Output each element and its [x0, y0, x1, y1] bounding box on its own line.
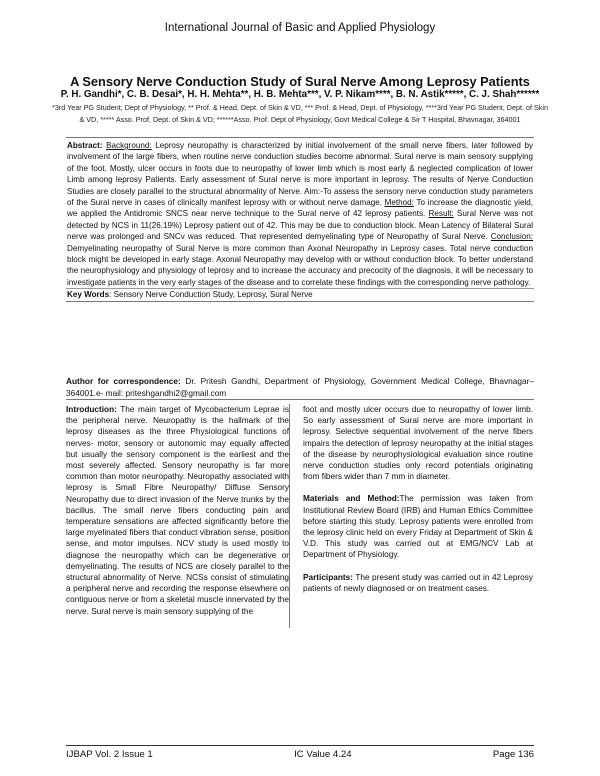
participants-paragraph: [303, 572, 533, 594]
footer-journal: IJBAP Vol. 2 Issue 1: [66, 749, 153, 760]
methods-label: Materials and Method:: [303, 494, 400, 504]
footer-ic-value: IC Value 4.24: [294, 749, 352, 760]
affiliations: *3rd Year PG Student; Dept of Physiology, ** Prof. & Head, Dept. of Skin & VD, *** Prof. & Head, Dept. of Physiology, ****3rd Year PG Student, Dept. of Skin & VD, ***** Asso. Prof, Dept. of Skin & VD; ******Asso. Prof. Dept of Physiology, Govt Medical College & Sir T Hospital, Bhavnagar, 364001: [52, 103, 548, 124]
background-text: Leprosy neuropathy is characterized by initial involvement of the small nerve fibers, later followed by involvement of the large fibers, when routine nerve conduction studies become abnormal. Sural nerve is main sensory supplying of the foot. Mostly, ulcer occurs in foots due to neuropathy of lower limb which is most early & neglected complication of lower Limb among leprosy Patients. Early assessment of Sural nerve is more important in leprosy. The results of Nerve Conduction Studies are closely parallel to the structural abnormality of Nerve. Aim:-To assess the sensory nerve conduction study parameters of the Sural nerve in cases of clinically manifest leprosy with or without nerve damage.: [67, 141, 533, 208]
abstract: [66, 138, 534, 288]
correspondence-text: Dr. Pritesh Gandhi, Department of Physiology, Government Medical College, Bhavnagar–364001.e- mail: priteshgandhi2@gmail.com: [66, 376, 534, 398]
author-list: P. H. Gandhi*, C. B. Desai*, H. H. Mehta**, H. B. Mehta***, V. P. Nikam****, B. N. Astik*****, C. J. Shah******: [60, 89, 540, 100]
correspondence: [66, 376, 534, 400]
footer-page-number: Page 136: [492, 749, 534, 760]
intro-label: Introduction:: [66, 405, 117, 414]
participants-text: The present study was carried out in 42 Leprosy patients of newly diagnosed or on treatment cases.: [303, 572, 533, 593]
keywords-label: Key Words: [67, 290, 110, 300]
right-column: [303, 404, 533, 605]
journal-title: International Journal of Basic and Applied Physiology: [164, 22, 436, 34]
method-text: To increase the diagnostic yield, we applied the Antidromic SNCS near nerve technique to the Sural nerve of 42 leprosy patients.: [67, 198, 533, 219]
conclusion-label: Conclusion:: [490, 232, 533, 242]
keywords-text: : Sensory Nerve Conduction Study, Leprosy, Sural Nerve: [109, 290, 313, 300]
participants-label: Participants:: [303, 572, 353, 582]
abstract-label: Abstract:: [67, 141, 103, 150]
intro-continued: foot and mostly ulcer occurs due to neuropathy of lower limb. So early assessment of Sural nerve are more important in leprosy. Selective sequential involvement of the nerve fibers impairs the detection of leprosy neuropathy at the initial stages of the disease by neurophysiological evaluation since routine nerve conduction studies only record potentials originating from fibers wider than 7 mm in diameter.: [303, 405, 533, 482]
result-text: Sural Nerve was not detected by NCS in 11(26.19%) Leprosy patient out of 42. This may be due to conduction block. Mean Latency of Bilateral Sural nerve was prolonged and SNCv was reduced. That represented demyelinating type of Neuropathy of Sural Nerve.: [67, 209, 533, 242]
article-title: A Sensory Nerve Conduction Study of Sural Nerve Among Leprosy Patients: [70, 74, 530, 89]
intro-text: The main target of Mycobacterium Leprae is the peripheral nerve. Neuropathy is the hallmark of the leprosy diseases as the three Physiological functions of nerves- motor, sensory or autonomic may equally affected but usually the sensory component is the earliest and the most severely affected. Sensory neuropathy is far more common than motor neuropathy. Neuropathy associated with leprosy is Small Fibre Neuropathy/ Diffuse Sensory Neuropathy due to direct invasion of the Nerve trunks by the bacillus. The small nerve fibers conducting pain and temperature sensations are affected significantly before the large myelinated fibers that conduct vibration sense, position sense, and motor impulses. NCV study is used mostly to diagnose the neuropathy which can be degenerative or demyelinating. The results of NCS are closely parallel to the structural abnormality of Nerve. NCSs consist of stimulating a peripheral nerve and recording the response elsewhere on contiguous nerve or from a skeletal muscle innervated by the nerve. Sural nerve is main sensory supplying of the: [66, 405, 289, 616]
keywords: [66, 288, 534, 301]
conclusion-text: Demyelinating neuropathy of Sural Nerve is more common than Axonal Neuropathy in Leprosy cases. Total nerve conduction block might be developed in early stage. Axonal Neuropathy may develop with or without conduction block. To better understand the neurophysiology and physiology of leprosy and to increase the accuracy and precocity of the diagnosis, it will be necessary to investigate patients in the very early stages of the disease and to correlate these findings with the corresponding nerve pathology.: [67, 243, 533, 287]
method-label: Method:: [384, 198, 414, 208]
correspondence-label: Author for correspondence:: [66, 376, 181, 386]
result-label: Result:: [428, 209, 454, 219]
abstract-box: [66, 137, 534, 302]
methods-paragraph: [303, 493, 533, 560]
background-label: Background:: [106, 141, 152, 150]
methods-text: The permission was taken from Institutional Review Board (IRB) and Human Ethics Committee before starting this study. Leprosy patients were enrolled from the leprosy clinic held on every Friday at Department of Skin & V.D. This study was carried out at EMG/NCV Lab at Department of Physiology.: [303, 494, 533, 560]
page-footer: [66, 745, 534, 760]
left-column: [66, 404, 290, 628]
intro-paragraph: [66, 404, 289, 617]
